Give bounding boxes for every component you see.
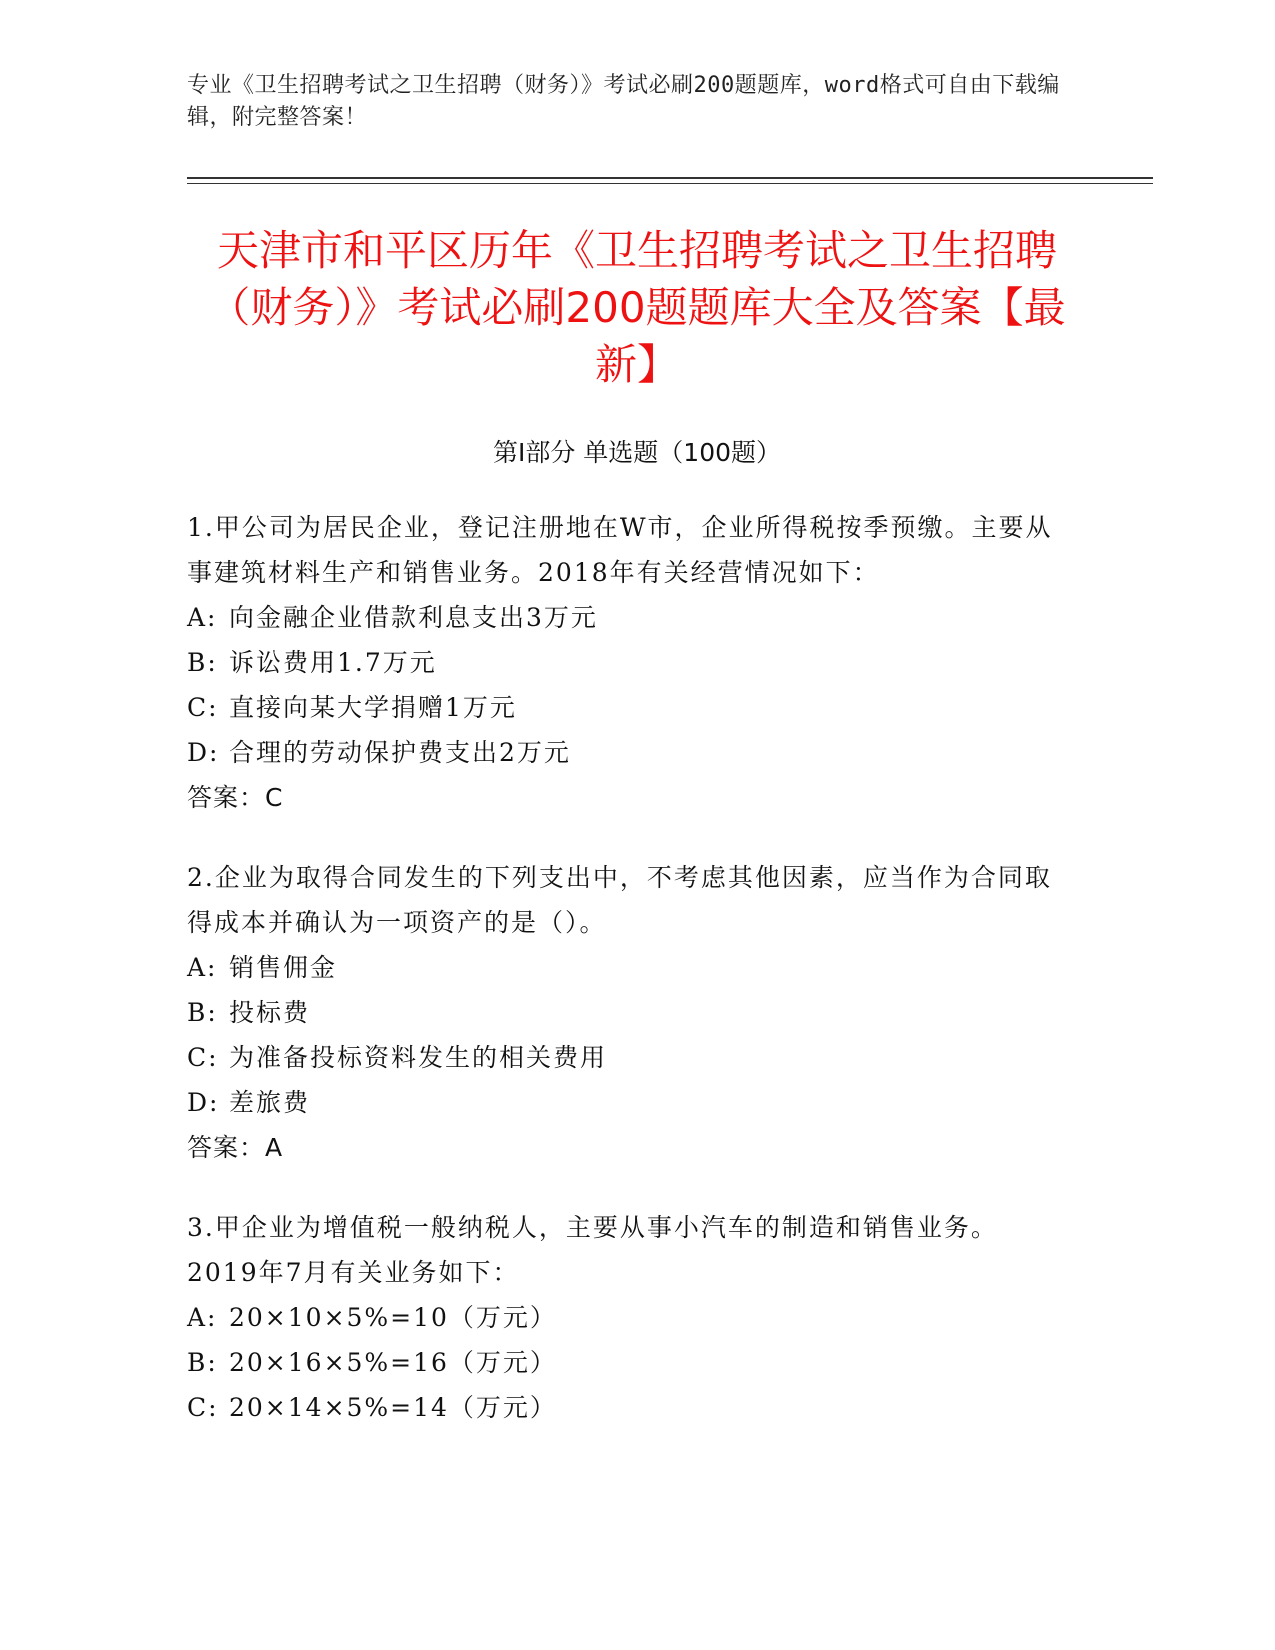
header-divider-thick (187, 177, 1153, 179)
header-note: 专业《卫生招聘考试之卫生招聘（财务）》考试必刷200题题库，word格式可自由下载编辑，附完整答案！ (187, 73, 1060, 130)
option-key: A: (187, 1303, 218, 1332)
question-option-a (187, 1295, 1067, 1340)
option-text: 直接向某大学捐赠1万元 (229, 693, 517, 722)
option-text: 合理的劳动保护费支出2万元 (229, 738, 571, 767)
question-option-d (187, 730, 1067, 775)
question-option-b (187, 640, 1067, 685)
question-stem: 3.甲企业为增值税一般纳税人，主要从事小汽车的制造和销售业务。2019年7月有关业务如下： (187, 1213, 998, 1287)
option-text: 销售佣金 (229, 953, 338, 982)
section-title: 第Ⅰ部分 单选题（100题） (492, 438, 782, 467)
question-2 (187, 855, 1067, 1170)
option-key: C: (187, 693, 219, 722)
question-1 (187, 505, 1067, 820)
header-divider-thin (187, 183, 1153, 184)
question-3 (187, 1205, 1067, 1430)
question-answer: 答案：C (187, 783, 284, 812)
option-key: A: (187, 953, 218, 982)
option-key: D: (187, 1088, 220, 1117)
option-key: C: (187, 1393, 219, 1422)
option-key: C: (187, 1043, 219, 1072)
question-stem: 1.甲公司为居民企业，登记注册地在W市，企业所得税按季预缴。主要从事建筑材料生产和销售业务。2018年有关经营情况如下： (187, 513, 1053, 587)
option-key: A: (187, 603, 218, 632)
option-key: B: (187, 1348, 218, 1377)
option-key: D: (187, 738, 220, 767)
question-option-c (187, 1385, 1067, 1430)
option-text: 20×16×5%=16（万元） (229, 1348, 557, 1377)
document-title: 天津市和平区历年《卫生招聘考试之卫生招聘（财务）》考试必刷200题题库大全及答案【最新】 (208, 226, 1066, 389)
option-key: B: (187, 648, 218, 677)
option-text: 向金融企业借款利息支出3万元 (229, 603, 598, 632)
question-answer: 答案：A (187, 1133, 284, 1162)
option-key: B: (187, 998, 218, 1027)
option-text: 差旅费 (229, 1088, 311, 1117)
question-option-b (187, 990, 1067, 1035)
question-option-c (187, 1035, 1067, 1080)
question-option-d (187, 1080, 1067, 1125)
option-text: 为准备投标资料发生的相关费用 (229, 1043, 608, 1072)
option-text: 20×14×5%=14（万元） (229, 1393, 557, 1422)
question-option-a (187, 945, 1067, 990)
question-option-c (187, 685, 1067, 730)
question-stem: 2.企业为取得合同发生的下列支出中，不考虑其他因素，应当作为合同取得成本并确认为一项资产的是（）。 (187, 863, 1052, 937)
option-text: 投标费 (229, 998, 311, 1027)
option-text: 诉讼费用1.7万元 (229, 648, 437, 677)
option-text: 20×10×5%=10（万元） (229, 1303, 557, 1332)
question-option-b (187, 1340, 1067, 1385)
question-option-a (187, 595, 1067, 640)
